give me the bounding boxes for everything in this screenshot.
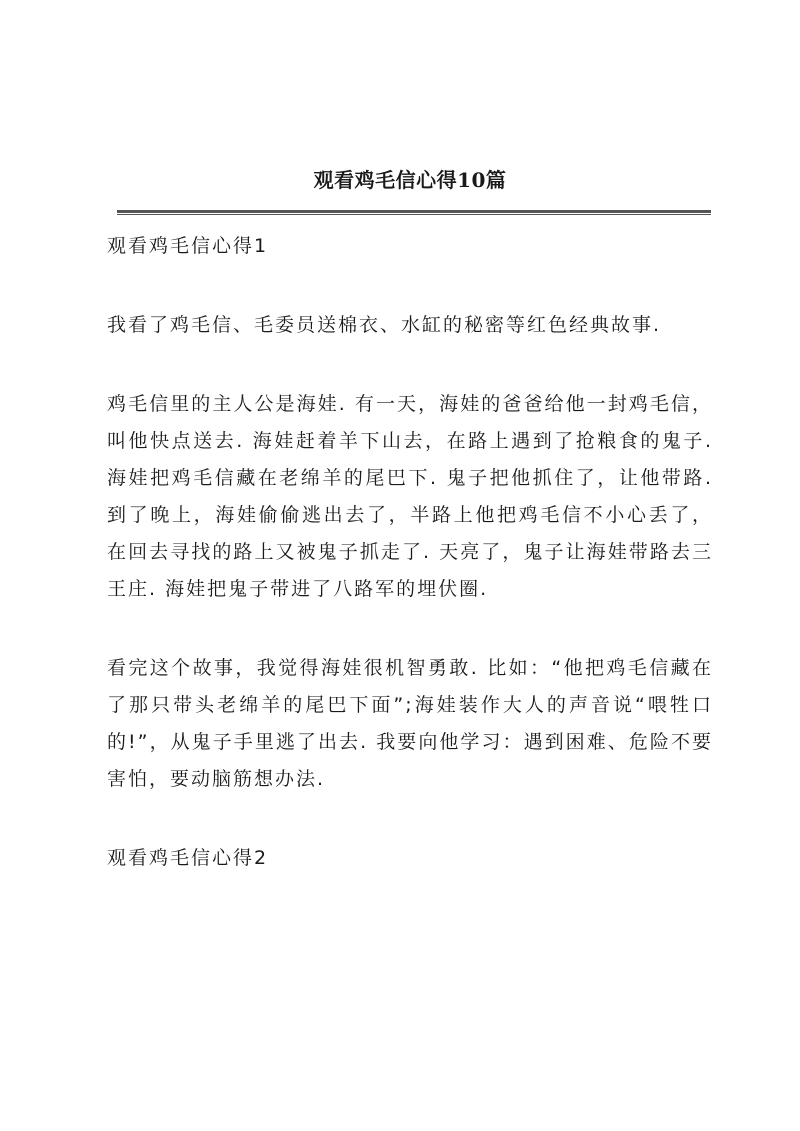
section-heading-2: 观看鸡毛信心得2 [107,847,269,869]
section-heading-1: 观看鸡毛信心得1 [107,235,269,257]
document-title: 观看鸡毛信心得10篇 [313,168,507,192]
paragraph-2: 鸡毛信里的主人公是海娃. 有一天，海娃的爸爸给他一封鸡毛信，叫他快点送去. 海娃赶着羊下山去，在路上遇到了抢粮食的鬼子. 海娃把鸡毛信藏在老绵羊的尾巴下. 鬼子把他抓住了，让他带路. 到了晚上，海娃偷偷逃出去了，半路上他把鸡毛信不小心丢了，在回去寻找的路上又被鬼子抓走了. 天亮了，鬼子让海娃带路去三王庄. 海娃把鬼子带进了八路军的埋伏圈. [107,393,713,600]
document-body [107,228,713,919]
paragraph-1: 我看了鸡毛信、毛委员送棉衣、水缸的秘密等红色经典故事. [107,314,662,336]
paragraph-3: 看完这个故事，我觉得海娃很机智勇敢. 比如：“他把鸡毛信藏在了那只带头老绵羊的尾巴下面”;海娃装作大人的声音说“喂牲口的!”，从鬼子手里逃了出去. 我要向他学习：遇到困难、危险不要害怕，要动脑筋想办法. [107,657,713,790]
title-divider [117,210,711,215]
